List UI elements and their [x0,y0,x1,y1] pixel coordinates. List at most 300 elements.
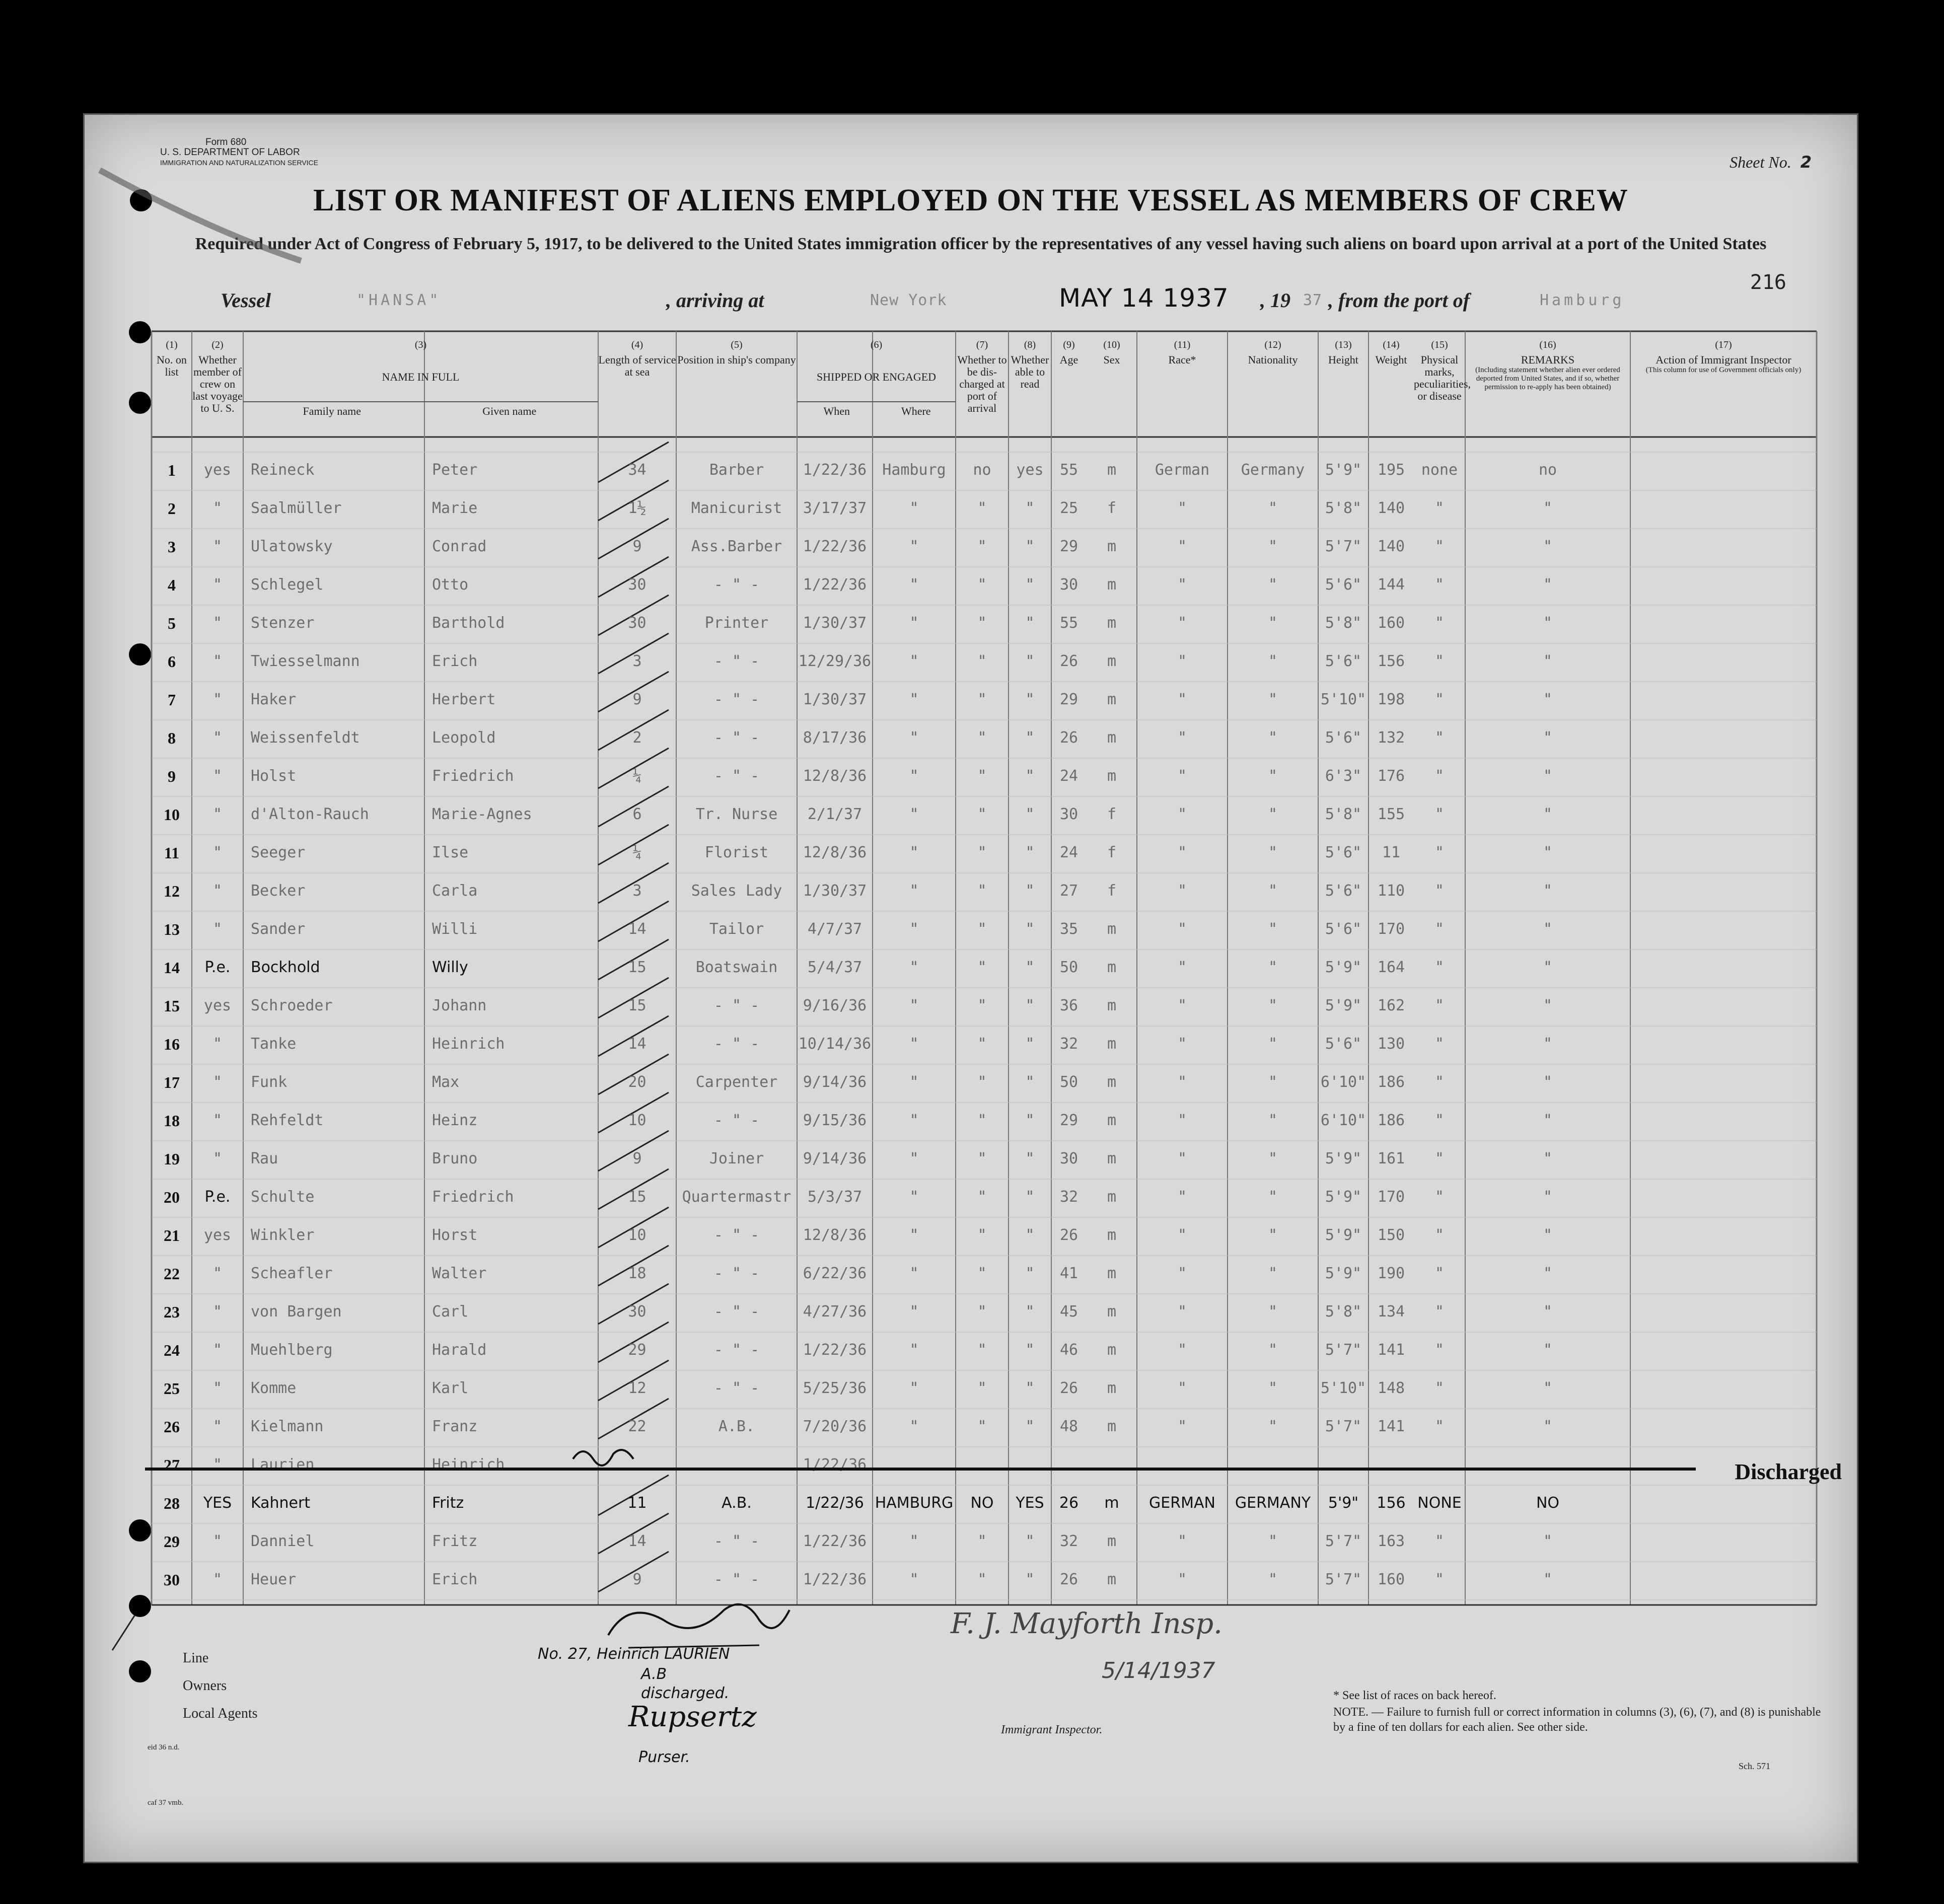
row-number: 11 [164,844,180,862]
cell-given: Heinrich [432,1456,505,1474]
cell-age: 36 [1059,997,1078,1014]
column-label: Action of Immigrant Inspector [1655,353,1791,366]
cell-when: 4/7/37 [807,920,862,938]
note-ab: A.B [641,1665,667,1683]
column-number: (16) [1539,339,1556,350]
cell-position: - " - [713,1341,760,1359]
cell-marks: " [1434,767,1445,785]
cell-height: 5'6" [1325,576,1362,594]
cell-where: " [909,1532,919,1550]
cell-length: 29 [628,1341,646,1359]
cell-weight: 144 [1377,576,1405,594]
cell-prev: " [212,844,223,861]
cell-position: - " - [713,1379,760,1397]
cell-age: 46 [1059,1341,1078,1359]
cell-discharge: " [977,538,987,555]
cell-family: Saalmüller [251,499,342,517]
row-number: 15 [164,997,180,1015]
cell-height: 5'8" [1325,499,1362,517]
cell-marks: " [1434,652,1445,670]
cell-length: 2 [632,729,642,747]
cell-weight: 186 [1377,1073,1405,1091]
cell-age: 26 [1059,1571,1078,1588]
cell-given: Conrad [432,538,487,555]
cell-sex: m [1107,461,1117,479]
cell-read: " [1025,1418,1035,1435]
print-code-2: caf 37 vmb. [148,1799,184,1807]
cell-weight: 148 [1377,1379,1405,1397]
cell-marks: none [1421,461,1458,479]
cell-given: Herbert [432,691,496,708]
cell-age: 25 [1059,499,1078,517]
cell-position: Tr. Nurse [695,805,778,823]
service-name: IMMIGRATION AND NATURALIZATION SERVICE [160,159,318,167]
cell-sex: m [1107,1073,1117,1091]
cell-age: 55 [1059,614,1078,632]
cell-family: Laurien [251,1456,315,1474]
arrival-port: New York [870,291,947,309]
cell-discharge: " [977,1188,987,1206]
cell-weight: 160 [1377,614,1405,632]
immigrant-inspector-label: Immigrant Inspector. [1001,1723,1103,1736]
cell-age: 55 [1059,461,1078,479]
cell-discharge: " [977,1303,987,1321]
row-number: 6 [168,652,176,671]
cell-family: Rau [251,1150,278,1167]
line-label: Line [183,1650,209,1666]
column-number: (17) [1715,339,1732,350]
cell-prev: yes [203,1226,232,1244]
cell-weight: 156 [1377,1494,1406,1512]
purser-signature-mark [608,1604,789,1635]
cell-race: " [1177,1073,1187,1091]
cell-sex: m [1107,652,1117,670]
column-number: (6) [870,339,883,350]
cell-remarks: " [1543,1265,1553,1282]
cell-weight: 130 [1377,1035,1405,1053]
cell-remarks: " [1543,1379,1553,1397]
cell-given: Erich [432,1571,478,1588]
cell-position: - " - [713,1571,760,1588]
cell-sex: m [1107,1341,1117,1359]
cell-prev: YES [203,1494,232,1512]
cell-height: 5'8" [1325,805,1362,823]
cell-prev: " [212,729,223,747]
cell-nationality: " [1268,959,1278,976]
cell-remarks: " [1543,882,1553,900]
cell-given: Friedrich [432,1188,514,1206]
cell-remarks: " [1543,1532,1553,1550]
cell-when: 9/14/36 [803,1150,867,1167]
cell-prev: " [212,1571,223,1588]
row-number: 5 [168,614,176,632]
cell-discharge: " [977,1150,987,1167]
cell-position: - " - [713,576,760,594]
cell-given: Willy [432,959,468,976]
cell-when: 1/22/36 [803,538,867,555]
cell-read: " [1025,844,1035,861]
row-number: 28 [164,1494,180,1512]
cell-marks: " [1434,1341,1445,1359]
cell-where: " [909,691,919,708]
cell-family: Haker [251,691,297,708]
cell-family: Winkler [251,1226,315,1244]
cell-discharge: " [977,1265,987,1282]
cell-sex: f [1107,805,1117,823]
cell-read: " [1025,997,1035,1014]
column-label: Nationality [1248,353,1298,366]
cell-height: 5'7" [1325,1532,1362,1550]
cell-remarks: " [1543,959,1553,976]
cell-read: " [1025,576,1035,594]
column-label: Sex [1103,353,1120,366]
column-label: Position in ship's company [677,353,796,366]
cell-position: - " - [713,1265,760,1282]
cell-weight: 198 [1377,691,1405,708]
cell-marks: " [1434,1303,1445,1321]
cell-read: " [1025,805,1035,823]
cell-when: 1/22/36 [803,1341,867,1359]
cell-when: 1/22/36 [803,461,867,479]
cell-sex: m [1107,1226,1117,1244]
cell-discharge: " [977,767,987,785]
cell-length: 6 [632,805,642,823]
paper-crease [100,170,301,261]
cell-given: Carl [432,1303,469,1321]
cell-remarks: " [1543,1571,1553,1588]
column-sublabel: When [823,405,850,417]
cell-height: 5'9" [1325,1265,1362,1282]
cell-family: Kielmann [251,1418,324,1435]
cell-weight: 186 [1377,1112,1405,1129]
cell-age: 30 [1059,805,1078,823]
cell-age: 45 [1059,1303,1078,1321]
row-number: 20 [164,1188,180,1206]
row-number: 30 [164,1571,180,1589]
cell-marks: " [1434,959,1445,976]
cell-position: A.B. [722,1494,752,1512]
cell-prev: " [212,652,223,670]
row-number: 16 [164,1035,180,1053]
cell-discharge: " [977,805,987,823]
cell-race: " [1177,920,1187,938]
cell-nationality: " [1268,1303,1278,1321]
cell-prev: " [212,1073,223,1091]
column-sublabel: Family name [303,405,361,417]
departure-port: Hamburg [1540,291,1625,309]
cell-race: " [1177,652,1187,670]
year-value: 37 [1303,291,1323,309]
row-number: 21 [164,1226,180,1244]
cell-discharge: " [977,499,987,517]
cell-given: Max [432,1073,460,1091]
cell-where: " [909,652,919,670]
cell-when: 1/22/36 [803,1456,867,1474]
penalty-note: NOTE. — Failure to furnish full or correct information in columns (3), (6), (7), and (8) is punishable by a fine of ten dollars for each alien. See other side. [1333,1706,1821,1734]
cell-length: 14 [628,920,646,938]
cell-length: ¼ [632,844,642,861]
cell-weight: 150 [1377,1226,1405,1244]
cell-where: " [909,1571,919,1588]
cell-read: " [1025,1265,1035,1282]
cell-length: 14 [628,1532,646,1550]
cell-height: 5'6" [1325,882,1362,900]
document-title: LIST OR MANIFEST OF ALIENS EMPLOYED ON THE VESSEL AS MEMBERS OF CREW [313,183,1628,217]
cell-read: " [1025,1150,1035,1167]
cell-prev: " [212,1035,223,1053]
cell-read: " [1025,920,1035,938]
cell-read: " [1025,1073,1035,1091]
cell-prev: " [212,1265,223,1282]
cell-discharge: no [973,461,991,479]
cell-race: GERMAN [1149,1494,1215,1512]
cell-marks: " [1434,729,1445,747]
cell-nationality: " [1268,1226,1278,1244]
cell-when: 12/8/36 [803,844,867,861]
cell-marks: " [1434,1073,1445,1091]
purser-label: Purser. [638,1748,690,1766]
column-number: (4) [631,339,643,350]
cell-nationality: " [1268,1073,1278,1091]
cell-read: " [1025,652,1035,670]
cell-where: " [909,959,919,976]
cell-race: " [1177,614,1187,632]
cell-given: Bruno [432,1150,478,1167]
cell-where: " [909,1226,919,1244]
cell-prev: " [212,1341,223,1359]
cell-position: - " - [713,691,760,708]
cell-race: " [1177,767,1187,785]
cell-read: " [1025,1571,1035,1588]
column-number: (3) [414,339,427,350]
cell-when: 12/29/36 [798,652,872,670]
cell-discharge: NO [970,1494,994,1512]
row-number: 23 [164,1303,180,1321]
cell-given: Marie-Agnes [432,805,532,823]
vessel-name: "HANSA" [356,291,442,309]
cell-nationality: " [1268,691,1278,708]
cell-nationality: " [1268,1379,1278,1397]
cell-given: Fritz [432,1532,478,1550]
cell-height: 5'9" [1325,461,1362,479]
cell-position: Printer [704,614,769,632]
cell-read: " [1025,1226,1035,1244]
cell-race: " [1177,538,1187,555]
cell-position: - " - [713,1112,760,1129]
row-number: 24 [164,1341,180,1359]
cell-height: 5'7" [1325,538,1362,555]
cell-where: HAMBURG [875,1494,954,1512]
cell-marks: " [1434,920,1445,938]
cell-race: " [1177,805,1187,823]
column-number: (11) [1174,339,1191,350]
arriving-label: , arriving at [666,289,764,312]
cell-age: 29 [1059,1112,1078,1129]
cell-sex: m [1107,1150,1117,1167]
cell-height: 5'9" [1325,1226,1362,1244]
cell-discharge: " [977,1571,987,1588]
cell-weight: 141 [1377,1341,1405,1359]
sheet-number-label: Sheet No. [1730,153,1791,171]
cell-race: " [1177,1303,1187,1321]
column-label: Whether able to read [1011,353,1049,390]
cell-read: " [1025,1112,1035,1129]
cell-when: 8/17/36 [803,729,867,747]
cell-discharge: " [977,1532,987,1550]
cell-sex: m [1107,920,1117,938]
cell-race: " [1177,1035,1187,1053]
cell-prev: " [212,767,223,785]
cell-when: 1/22/36 [803,1532,867,1550]
cell-where: " [909,805,919,823]
cell-sex: m [1107,1418,1117,1435]
cell-remarks: NO [1536,1494,1560,1512]
cell-sex: m [1107,1112,1117,1129]
cell-read: " [1025,767,1035,785]
cell-where: " [909,844,919,861]
column-label: SHIPPED OR ENGAGED [816,371,937,383]
cell-given: Karl [432,1379,469,1397]
cell-sex: m [1107,1188,1117,1206]
cell-age: 26 [1059,1494,1079,1512]
column-number: (10) [1103,339,1120,350]
cell-sex: f [1107,499,1117,517]
cell-prev: " [212,805,223,823]
cell-remarks: " [1543,1226,1553,1244]
cell-prev: " [212,1379,223,1397]
cell-position: Sales Lady [691,882,782,900]
cell-family: Rehfeldt [251,1112,324,1129]
cell-length: 10 [628,1226,646,1244]
cell-marks: " [1434,1418,1445,1435]
cell-race: " [1177,1112,1187,1129]
cell-weight: 140 [1377,538,1405,555]
column-label: NAME IN FULL [382,371,460,383]
cell-height: 6'10" [1320,1073,1366,1091]
cell-where: Hamburg [882,461,946,479]
cell-weight: 176 [1377,767,1405,785]
cell-age: 50 [1059,1073,1078,1091]
cell-family: Sander [251,920,306,938]
cell-position: - " - [713,1035,760,1053]
cell-when: 6/22/36 [803,1265,867,1282]
cell-age: 30 [1059,1150,1078,1167]
cell-weight: 190 [1377,1265,1405,1282]
cell-marks: " [1434,538,1445,555]
cell-marks: " [1434,1571,1445,1588]
cell-nationality: " [1268,805,1278,823]
cell-length: 9 [632,691,642,708]
column-label: Whether to be dis-charged at port of arrival [957,353,1007,414]
cell-length: 9 [632,538,642,555]
cell-height: 5'10" [1320,691,1366,708]
discharged-label: Discharged [1735,1459,1842,1484]
cell-weight: 170 [1377,1188,1405,1206]
cell-remarks: no [1538,461,1557,479]
cell-where: " [909,920,919,938]
cell-sex: m [1107,959,1117,976]
cell-height: 5'9" [1325,997,1362,1014]
column-number: (2) [211,339,224,350]
cell-where: " [909,1418,919,1435]
cell-marks: " [1434,1265,1445,1282]
ink-marks [85,115,1857,1862]
cell-weight: 170 [1377,920,1405,938]
cell-remarks: " [1543,1303,1553,1321]
column-label: Physical marks, peculiarities, or disease [1414,353,1471,402]
sheet-number-value: 2 [1800,153,1812,172]
row-number: 18 [164,1112,180,1130]
cell-weight: 161 [1377,1150,1405,1167]
cell-prev: " [212,1112,223,1129]
cell-where: " [909,882,919,900]
cell-age: 29 [1059,538,1078,555]
cell-remarks: " [1543,614,1553,632]
cell-race: " [1177,576,1187,594]
column-sublabel: (Including statement whether alien ever ordered deported from United States, and if so, whether permission to re-apply has been obtained) [1475,366,1620,391]
cell-length: 15 [628,1188,646,1206]
cell-discharge: " [977,882,987,900]
cell-where: " [909,729,919,747]
cell-family: Twiesselmann [251,652,360,670]
cell-position: Boatswain [695,959,778,976]
cell-prev: " [212,691,223,708]
page-number: 216 [1750,271,1786,294]
cell-position: Barber [709,461,764,479]
column-number: (7) [976,339,988,350]
cell-discharge: " [977,1073,987,1091]
cell-height: 6'3" [1325,767,1362,785]
cell-weight: 132 [1377,729,1405,747]
row-number: 22 [164,1265,180,1283]
cell-prev: " [212,1418,223,1435]
cell-sex: m [1107,997,1117,1014]
inspector-signature: F. J. Mayforth Insp. [951,1607,1222,1640]
cell-prev: " [212,920,223,938]
cell-race: " [1177,959,1187,976]
cell-family: Schlegel [251,576,324,594]
cell-weight: 110 [1377,882,1405,900]
cell-length: 22 [628,1418,646,1435]
cell-age: 50 [1059,959,1078,976]
cell-height: 5'8" [1325,1303,1362,1321]
cell-nationality: " [1268,920,1278,938]
row-number: 13 [164,920,180,938]
cell-read: " [1025,1303,1035,1321]
row-number: 3 [168,538,176,556]
cell-nationality: " [1268,882,1278,900]
cell-where: " [909,1112,919,1129]
cell-marks: " [1434,1035,1445,1053]
column-label: Race* [1168,353,1196,366]
cell-race: " [1177,691,1187,708]
cell-race: " [1177,844,1187,861]
cell-family: Reineck [251,461,315,479]
cell-age: 24 [1059,767,1078,785]
cell-nationality: " [1268,1532,1278,1550]
cell-sex: m [1107,538,1117,555]
cell-where: " [909,1303,919,1321]
cell-length: 9 [632,1571,642,1588]
cell-position: - " - [713,652,760,670]
cell-age: 27 [1059,882,1078,900]
owners-label: Owners [183,1678,227,1694]
cell-sex: m [1107,1571,1117,1588]
cell-family: d'Alton-Rauch [251,805,369,823]
cell-length: 15 [628,959,646,976]
local-agents-label: Local Agents [183,1706,258,1721]
cell-when: 5/3/37 [807,1188,862,1206]
